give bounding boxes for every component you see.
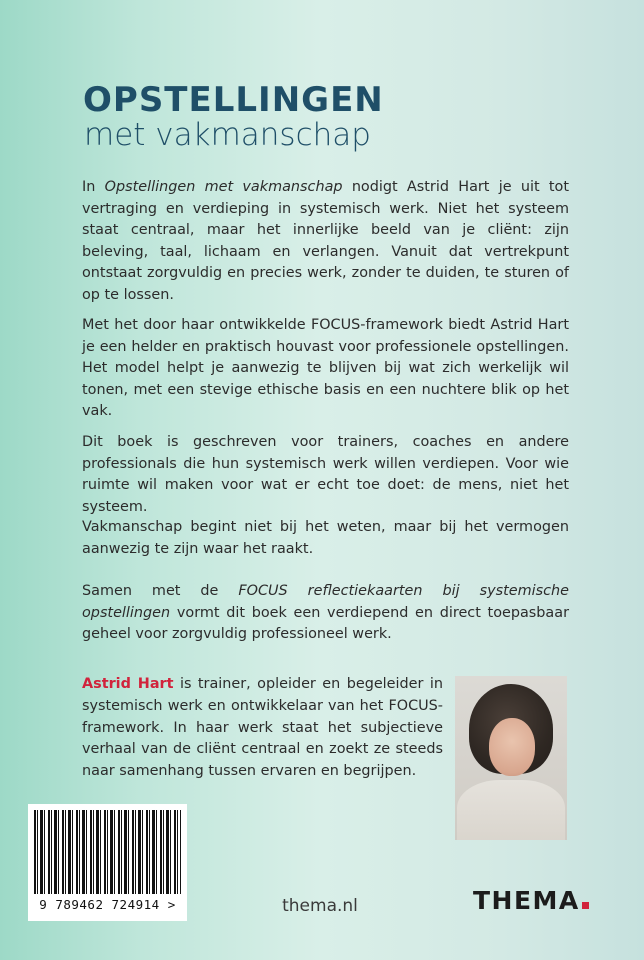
author-bio-text: is trainer, opleider en begeleider in systemisch werk en ontwikkelaar van het FOCUS-framework. In haar werk staat het subjectieve verhaal van de cliënt centraal en zoekt ze steeds naar samenhang tussen ervaren en begrijpen.	[82, 676, 443, 780]
intro-rest: nodigt Astrid Hart je uit tot vertraging en verdieping in systemisch werk. Niet het systeem staat centraal, maar het innerlijke beeld van je cliënt: zijn beleving, taal, lichaam en verlangen. Vanuit dat vertrekpunt ontstaat zorgvuldig en precies werk, zonder te duiden, te sturen of op te lossen.	[82, 179, 569, 303]
paragraph-framework: Met het door haar ontwikkelde FOCUS-framework biedt Astrid Hart je een helder en praktisch houvast voor professionele opstellingen. Het model helpt je aanwezig te blijven bij wat zich werkelijk wil tonen, met een stevige ethische basis en een nuchtere blik op het vak.	[82, 317, 569, 420]
author-photo-sweater	[457, 780, 565, 840]
intro-book-title: Opstellingen met vakmanschap	[104, 179, 343, 195]
author-photo-face	[489, 718, 535, 776]
publisher-website: thema.nl	[282, 896, 358, 916]
publisher-dot-icon	[582, 902, 589, 909]
isbn-digits: 9 789462 724914 >	[39, 897, 176, 912]
author-photo	[455, 676, 567, 840]
intro-lead: In	[82, 179, 105, 195]
isbn-barcode	[28, 804, 187, 921]
author-bio	[82, 674, 443, 783]
paragraph-audience: Dit boek is geschreven voor trainers, coaches en andere professionals die hun systemisch werk willen verdiepen. Voor wie ruimte wil maken voor wat er echt toe doet: de mens, niet het systeem.	[82, 434, 569, 515]
book-title: OPSTELLINGEN	[83, 80, 384, 120]
companion-title: FOCUS reflectiekaarten bij systemische opstellingen	[82, 583, 569, 621]
paragraph-craft: Vakmanschap begint niet bij het weten, maar bij het vermogen aanwezig te zijn waar het raakt.	[82, 519, 569, 557]
paragraph-companion	[82, 581, 569, 646]
companion-lead: Samen met de	[82, 583, 239, 599]
paragraph-intro	[82, 177, 569, 307]
publisher-logo	[473, 886, 589, 915]
author-name: Astrid Hart	[82, 676, 174, 692]
publisher-name: THEMA	[473, 886, 580, 915]
book-subtitle: met vakmanschap	[84, 117, 371, 153]
companion-rest: vormt dit boek een verdiepend en direct toepasbaar geheel voor zorgvuldig professioneel werk.	[82, 604, 569, 643]
barcode-bars	[34, 810, 181, 894]
